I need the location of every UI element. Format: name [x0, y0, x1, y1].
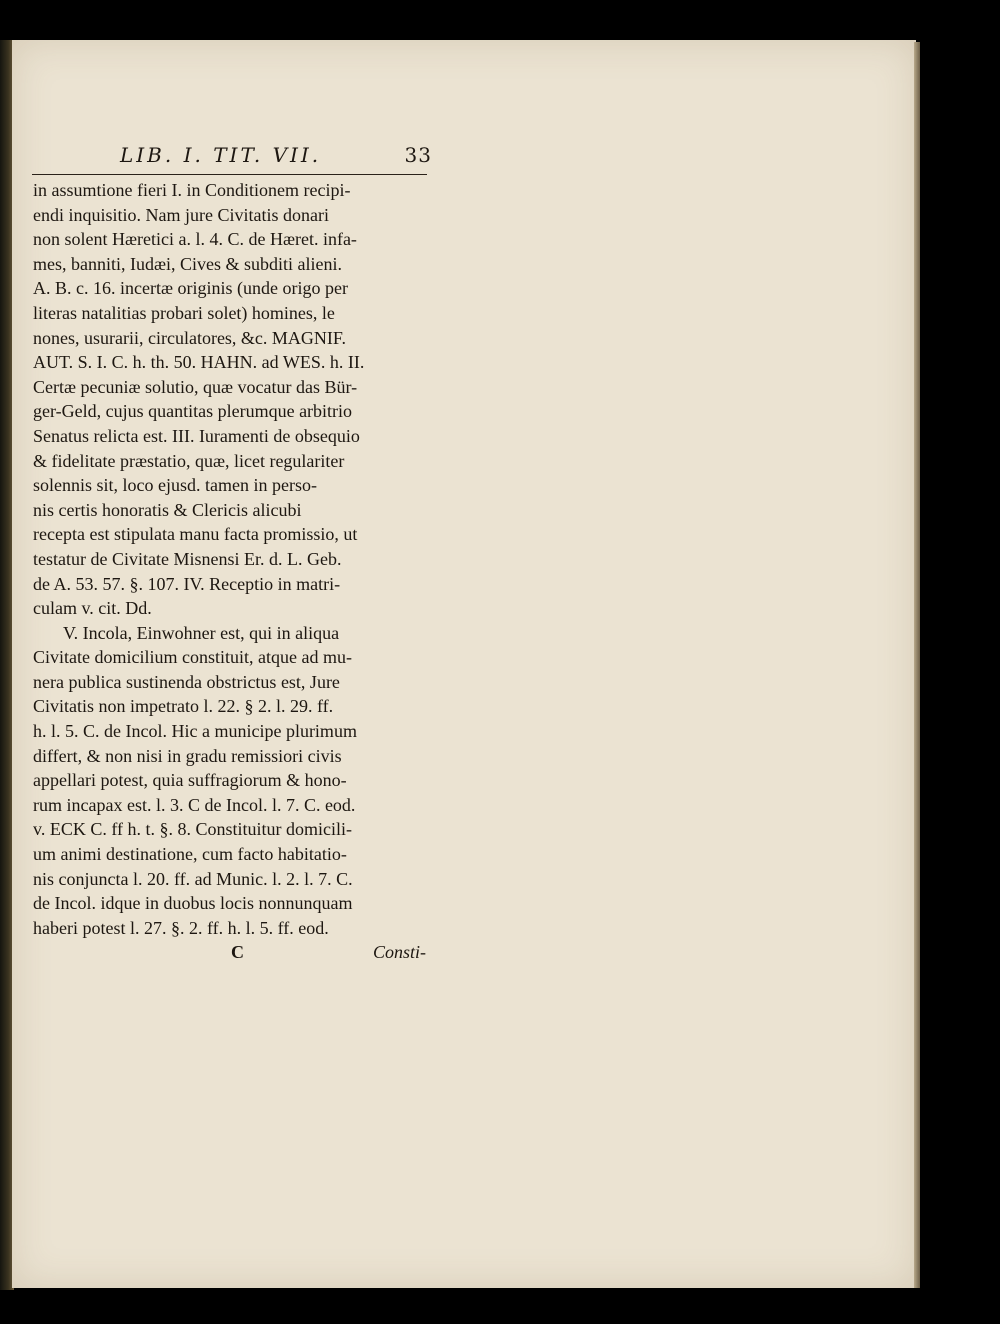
running-title: LIB. I. TIT. VII. [120, 143, 322, 167]
text-line: um animi destinatione, cum facto habitatio- [33, 844, 347, 865]
page-footer [33, 940, 426, 964]
text-line: A. B. c. 16. incertæ originis (unde origo per [33, 278, 348, 299]
text-line: Senatus relicta est. III. Iuramenti de obsequio [33, 425, 360, 446]
page-number: 33 [404, 143, 432, 167]
text-line: haberi potest l. 27. §. 2. ff. h. l. 5. ff. eod. [33, 917, 329, 938]
text-line: mes, banniti, Iudæi, Cives & subditi alieni. [33, 253, 342, 274]
signature-mark: C [231, 942, 244, 963]
text-line: rum incapax est. l. 3. C de Incol. l. 7. C. eod. [33, 794, 356, 815]
text-line: de A. 53. 57. §. 107. IV. Receptio in matri- [33, 573, 341, 594]
paragraph-start-line: V. Incola, Einwohner est, qui in aliqua [63, 622, 340, 643]
catchword: Consti- [372, 942, 426, 963]
text-line: nis conjuncta l. 20. ff. ad Munic. l. 2. l. 7. C. [33, 868, 353, 889]
text-line: ger-Geld, cujus quantitas plerumque arbitrio [33, 401, 353, 422]
text-line: non solent Hæretici a. l. 4. C. de Hæret. infa- [33, 229, 357, 250]
text-line: in assumtione fieri I. in Conditionem recipi- [33, 180, 351, 200]
text-line: v. ECK C. ff h. t. §. 8. Constituitur domicili- [33, 819, 352, 840]
text-line: h. l. 5. C. de Incol. Hic a municipe plurimum [33, 721, 357, 742]
text-line: de Incol. idque in duobus locis nonnunquam [33, 893, 353, 914]
text-line: recepta est stipulata manu facta promissio, ut [33, 524, 358, 545]
text-line: AUT. S. I. C. h. th. 50. HAHN. ad WES. h. II. [33, 352, 365, 373]
text-line: & fidelitate præstatio, quæ, licet regulariter [33, 450, 345, 471]
text-line: culam v. cit. Dd. [33, 598, 152, 619]
text-line: Civitatis non impetrato l. 22. § 2. l. 29. ff. [33, 696, 334, 717]
text-line: literas natalitias probari solet) homines, le [33, 302, 335, 323]
text-line: appellari potest, quia suffragiorum & hono- [33, 770, 347, 791]
text-line: endi inquisitio. Nam jure Civitatis donari [33, 204, 329, 225]
text-line: nera publica sustinenda obstrictus est, Jure [33, 671, 340, 692]
running-header [120, 143, 432, 171]
text-line: nones, usurarii, circulatores, &c. MAGNIF. [33, 327, 346, 348]
header-rule [32, 174, 427, 175]
text-line: testatur de Civitate Misnensi Er. d. L. Geb. [33, 548, 342, 569]
page-edge [914, 42, 920, 1288]
body-text [33, 178, 426, 964]
text-line: differt, & non nisi in gradu remissiori civis [33, 745, 342, 766]
text-line: Certæ pecuniæ solutio, quæ vocatur das Bür- [33, 376, 358, 397]
text-line: nis certis honoratis & Clericis alicubi [33, 499, 302, 520]
text-line: solennis sit, loco ejusd. tamen in perso- [33, 475, 317, 496]
text-line: Civitate domicilium constituit, atque ad mu- [33, 647, 352, 668]
